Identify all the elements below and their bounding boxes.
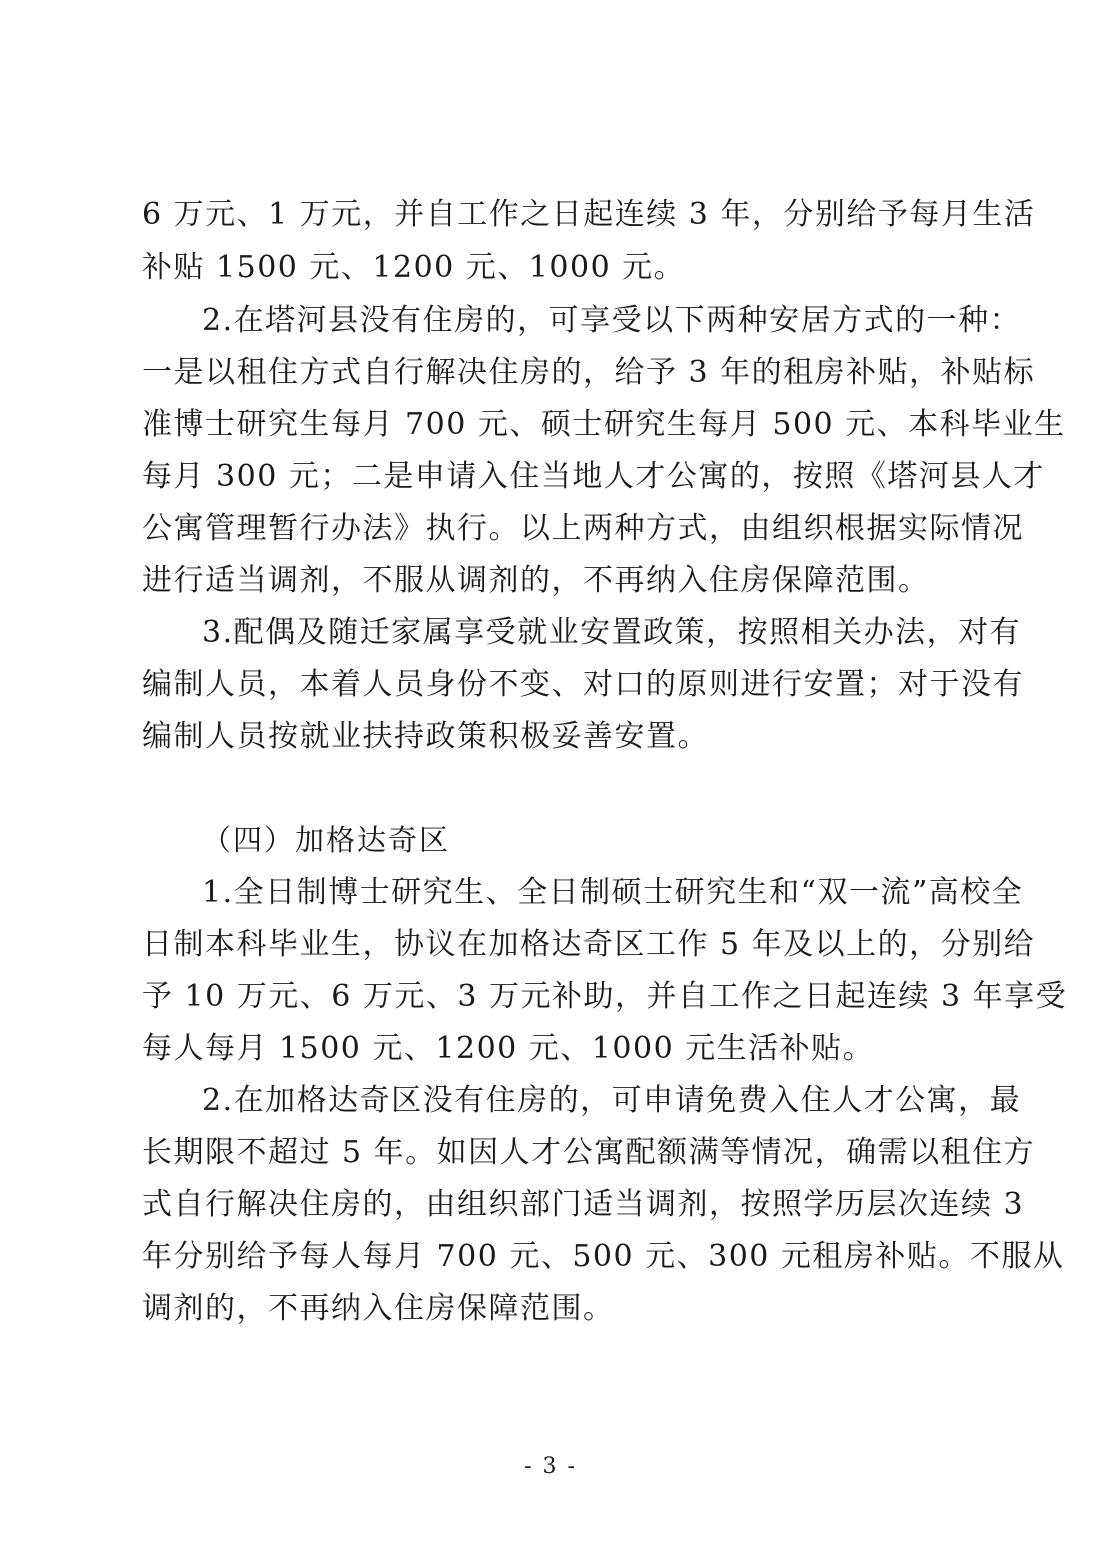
page-number: - 3 - bbox=[524, 1454, 577, 1479]
text-line: 式自行解决住房的，由组织部门适当调剂，按照学历层次连续 3 bbox=[142, 1187, 1025, 1222]
text-line: 调剂的，不再纳入住房保障范围。 bbox=[142, 1291, 615, 1326]
text-line: 公寓管理暂行办法》执行。以上两种方式，由组织根据实际情况 bbox=[142, 511, 1024, 546]
text-line: 6 万元、1 万元，并自工作之日起连续 3 年，分别给予每月生活 bbox=[142, 197, 1036, 232]
text-line: 准博士研究生每月 700 元、硕士研究生每月 500 元、本科毕业生 bbox=[142, 407, 1066, 442]
text-line: 长期限不超过 5 年。如因人才公寓配额满等情况，确需以租住方 bbox=[142, 1135, 1036, 1170]
text-line: 日制本科毕业生，协议在加格达奇区工作 5 年及以上的，分别给 bbox=[142, 927, 1036, 962]
text-line: 2.在塔河县没有住房的，可享受以下两种安居方式的一种： bbox=[202, 303, 1022, 338]
text-line: 1.全日制博士研究生、全日制硕士研究生和“双一流”高校全 bbox=[202, 875, 1024, 910]
text-line: 进行适当调剂，不服从调剂的，不再纳入住房保障范围。 bbox=[142, 563, 930, 598]
text-line: 予 10 万元、6 万元、3 万元补助，并自工作之日起连续 3 年享受 bbox=[142, 979, 1068, 1014]
text-line: 补贴 1500 元、1200 元、1000 元。 bbox=[142, 250, 686, 285]
text-line: 3.配偶及随迁家属享受就业安置政策，按照相关办法，对有 bbox=[202, 615, 1022, 650]
section-heading: （四）加格达奇区 bbox=[202, 823, 451, 857]
text-line: 编制人员按就业扶持政策积极妥善安置。 bbox=[142, 719, 709, 754]
text-line: 每人每月 1500 元、1200 元、1000 元生活补贴。 bbox=[142, 1031, 875, 1066]
text-line: 年分别给予每人每月 700 元、500 元、300 元租房补贴。不服从 bbox=[142, 1239, 1065, 1274]
text-line: 每月 300 元；二是申请入住当地人才公寓的，按照《塔河县人才 bbox=[142, 459, 1045, 494]
text-line: 一是以租住方式自行解决住房的，给予 3 年的租房补贴，补贴标 bbox=[142, 355, 1036, 390]
text-line: 2.在加格达奇区没有住房的，可申请免费入住人才公寓，最 bbox=[202, 1083, 1022, 1118]
text-line: 编制人员，本着人员身份不变、对口的原则进行安置；对于没有 bbox=[142, 667, 1024, 702]
